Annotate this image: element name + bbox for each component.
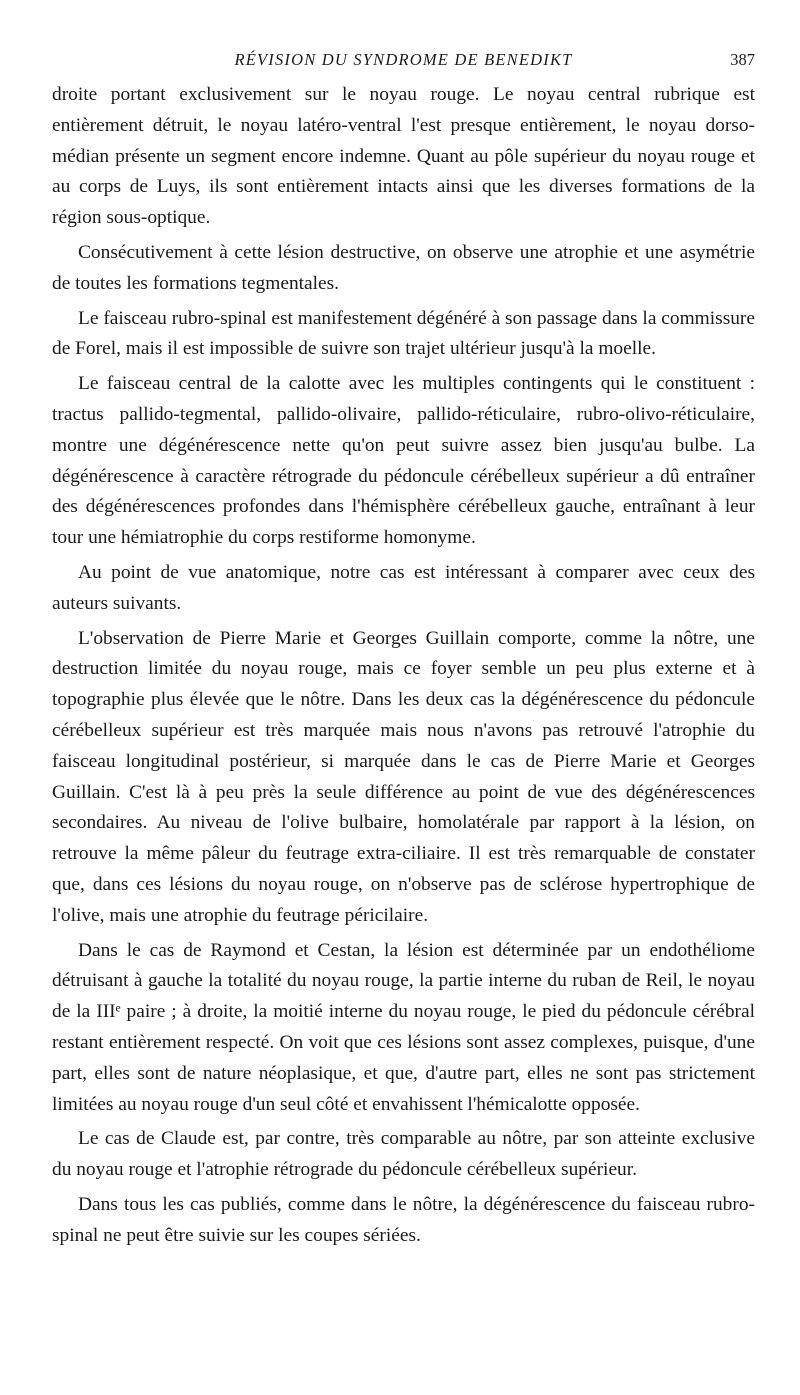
paragraph: Le faisceau central de la calotte avec les multiples contingents qui le constituent : tractus pallido-tegmental, pallido-olivaire, pallido-réticulaire, rubro-olivo-réticulaire, montre une dégénérescence nette qu'on peut suivre assez bien jusqu'au bulbe. La dégénérescence à caractère rétrograde du pédoncule cérébelleux supérieur a dû entraîner des dégénérescences profondes dans l'hémisphère cérébelleux gauche, entraînant à leur tour une hémiatrophie du corps restiforme homonyme. <box>52 373 755 549</box>
book-page <box>52 50 755 1251</box>
paragraph: droite portant exclusivement sur le noyau rouge. Le noyau central rubrique est entièrement détruit, le noyau latéro-ventral l'est presque entièrement, le noyau dorso-médian présente un segment encore indemne. Quant au pôle supérieur du noyau rouge et au corps de Luys, ils sont entièrement intacts ainsi que les diverses formations de la région sous-optique. <box>52 84 755 229</box>
paragraph: L'observation de Pierre Marie et Georges Guillain comporte, comme la nôtre, une destruction limitée du noyau rouge, mais ce foyer semble un peu plus externe et à topographie plus élevée que le nôtre. Dans les deux cas la dégénérescence du pédoncule cérébelleux supérieur est très marquée mais nous n'avons pas retrouvé l'atrophie du faisceau longitudinal postérieur, si marquée dans le cas de Pierre Marie et Georges Guillain. C'est là à peu près la seule différence au point de vue des dégénérescences secondaires. Au niveau de l'olive bulbaire, homolatérale par rapport à la lésion, on retrouve la même pâleur du feutrage extra-ciliaire. Il est très remarquable de constater que, dans ces lésions du noyau rouge, on n'observe pas de sclérose hypertrophique de l'olive, mais une atrophie du feutrage péricilaire. <box>52 627 755 926</box>
running-header <box>52 50 755 80</box>
paragraph: Le faisceau rubro-spinal est manifestement dégénéré à son passage dans la commissure de Forel, mais il est impossible de suivre son trajet ultérieur jusqu'à la moelle. <box>52 307 755 360</box>
running-title: RÉVISION DU SYNDROME DE BENEDIKT <box>234 50 573 69</box>
body-text <box>52 80 755 1251</box>
paragraph: Le cas de Claude est, par contre, très comparable au nôtre, par son atteinte exclusive du noyau rouge et l'atrophie rétrograde du pédoncule cérébelleux supérieur. <box>52 1128 755 1181</box>
paragraph: Consécutivement à cette lésion destructive, on observe une atrophie et une asymétrie de toutes les formations tegmentales. <box>52 241 755 294</box>
paragraph: Dans le cas de Raymond et Cestan, la lésion est déterminée par un endothéliome détruisant à gauche la totalité du noyau rouge, la partie interne du ruban de Reil, le noyau de la IIIᵉ paire ; à droite, la moitié interne du noyau rouge, le pied du pédoncule cérébral restant entièrement respecté. On voit que ces lésions sont assez complexes, puisque, d'une part, elles sont de nature néoplasique, et que, d'autre part, elles ne sont pas strictement limitées au noyau rouge d'un seul côté et envahissent l'hémicalotte opposée. <box>52 939 755 1115</box>
paragraph: Dans tous les cas publiés, comme dans le nôtre, la dégénérescence du faisceau rubro-spinal ne peut être suivie sur les coupes sériées. <box>52 1193 755 1246</box>
page-number: 387 <box>730 50 755 69</box>
paragraph: Au point de vue anatomique, notre cas est intéressant à comparer avec ceux des auteurs suivants. <box>52 561 755 614</box>
